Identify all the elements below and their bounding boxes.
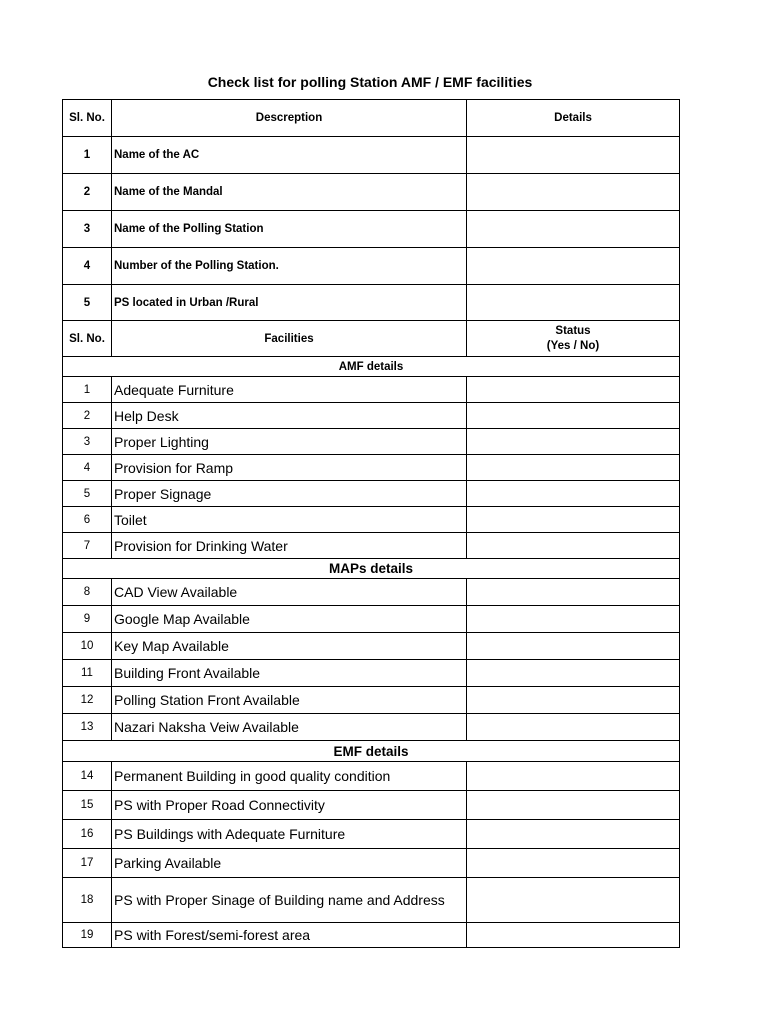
facility-row [63,762,680,791]
facility-status-field[interactable] [467,791,680,820]
section-title: EMF details [63,741,680,762]
facility-status-field[interactable] [467,377,680,403]
facility-label: Parking Available [112,849,467,878]
facility-number: 5 [63,481,112,507]
facility-label: Building Front Available [112,660,467,687]
info-row-label: PS located in Urban /Rural [112,285,467,321]
info-row-urban-rural [63,285,680,321]
facility-label: Proper Lighting [112,429,467,455]
facility-label: Permanent Building in good quality condition [112,762,467,791]
facility-number: 3 [63,429,112,455]
section-title: MAPs details [63,559,680,579]
facility-number: 11 [63,660,112,687]
facility-number: 8 [63,579,112,606]
facility-status-field[interactable] [467,606,680,633]
facility-row [63,507,680,533]
facility-number: 13 [63,714,112,741]
facilities-header-row [63,321,680,357]
facility-number: 9 [63,606,112,633]
header-status-options: (Yes / No) [546,339,600,352]
facility-row [63,377,680,403]
header-sl-no-2: Sl. No. [63,321,112,357]
facility-row [63,820,680,849]
facility-status-field[interactable] [467,820,680,849]
facility-number: 18 [63,878,112,923]
facility-label: PS Buildings with Adequate Furniture [112,820,467,849]
info-row-ps-number [63,248,680,285]
facility-label: Key Map Available [112,633,467,660]
facility-label: Help Desk [112,403,467,429]
facility-status-field[interactable] [467,633,680,660]
facility-number: 12 [63,687,112,714]
facility-status-field[interactable] [467,429,680,455]
info-row-details-field[interactable] [467,137,680,174]
facility-label: PS with Forest/semi-forest area [112,923,467,948]
facility-label: Proper Signage [112,481,467,507]
facility-label: PS with Proper Sinage of Building name and Address [112,878,467,923]
facility-number: 14 [63,762,112,791]
facility-label: Provision for Ramp [112,455,467,481]
info-row-details-field[interactable] [467,211,680,248]
facility-status-field[interactable] [467,660,680,687]
facility-number: 6 [63,507,112,533]
facility-number: 16 [63,820,112,849]
section-title: AMF details [63,357,680,377]
facility-label: Toilet [112,507,467,533]
facility-status-field[interactable] [467,533,680,559]
info-row-mandal [63,174,680,211]
facility-row [63,481,680,507]
facility-number: 4 [63,455,112,481]
facility-row [63,849,680,878]
facility-status-field[interactable] [467,849,680,878]
info-row-label: Name of the Polling Station [112,211,467,248]
facility-row [63,878,680,923]
facility-label: Provision for Drinking Water [112,533,467,559]
facility-number: 2 [63,403,112,429]
facility-number: 15 [63,791,112,820]
facility-status-field[interactable] [467,481,680,507]
facility-status-field[interactable] [467,923,680,948]
facility-status-field[interactable] [467,687,680,714]
info-row-ac [63,137,680,174]
facility-status-field[interactable] [467,579,680,606]
facility-label: Polling Station Front Available [112,687,467,714]
facility-number: 17 [63,849,112,878]
info-row-number: 5 [63,285,112,321]
facility-label: Adequate Furniture [112,377,467,403]
facility-label: CAD View Available [112,579,467,606]
facility-row [63,923,680,948]
info-row-details-field[interactable] [467,248,680,285]
facility-row [63,403,680,429]
info-row-number: 1 [63,137,112,174]
header-details: Details [467,100,680,137]
table-header-row [63,100,680,137]
facility-status-field[interactable] [467,878,680,923]
facility-row [63,606,680,633]
info-row-number: 4 [63,248,112,285]
facility-label: PS with Proper Road Connectivity [112,791,467,820]
info-row-label: Number of the Polling Station. [112,248,467,285]
header-status [467,321,680,357]
facility-row [63,455,680,481]
info-row-ps-name [63,211,680,248]
facility-status-field[interactable] [467,507,680,533]
header-description: Descreption [112,100,467,137]
info-row-label: Name of the Mandal [112,174,467,211]
facility-row [63,533,680,559]
section-header-maps [63,559,680,579]
facility-number: 10 [63,633,112,660]
facility-number: 1 [63,377,112,403]
facility-row [63,633,680,660]
document-title: Check list for polling Station AMF / EMF facilities [207,74,533,90]
header-status-label: Status [555,324,591,337]
info-row-label: Name of the AC [112,137,467,174]
facility-row [63,791,680,820]
facility-row [63,429,680,455]
facility-status-field[interactable] [467,714,680,741]
info-row-number: 2 [63,174,112,211]
header-sl-no: Sl. No. [63,100,112,137]
facility-row [63,660,680,687]
facility-row [63,579,680,606]
facility-number: 19 [63,923,112,948]
facility-row [63,714,680,741]
info-row-details-field[interactable] [467,285,680,321]
facility-number: 7 [63,533,112,559]
facility-status-field[interactable] [467,762,680,791]
header-facilities: Facilities [112,321,467,357]
section-header-emf [63,741,680,762]
facility-status-field[interactable] [467,403,680,429]
facility-status-field[interactable] [467,455,680,481]
checklist-table [62,99,680,948]
info-row-details-field[interactable] [467,174,680,211]
facility-label: Google Map Available [112,606,467,633]
facility-row [63,687,680,714]
section-header-amf [63,357,680,377]
info-row-number: 3 [63,211,112,248]
facility-label: Nazari Naksha Veiw Available [112,714,467,741]
